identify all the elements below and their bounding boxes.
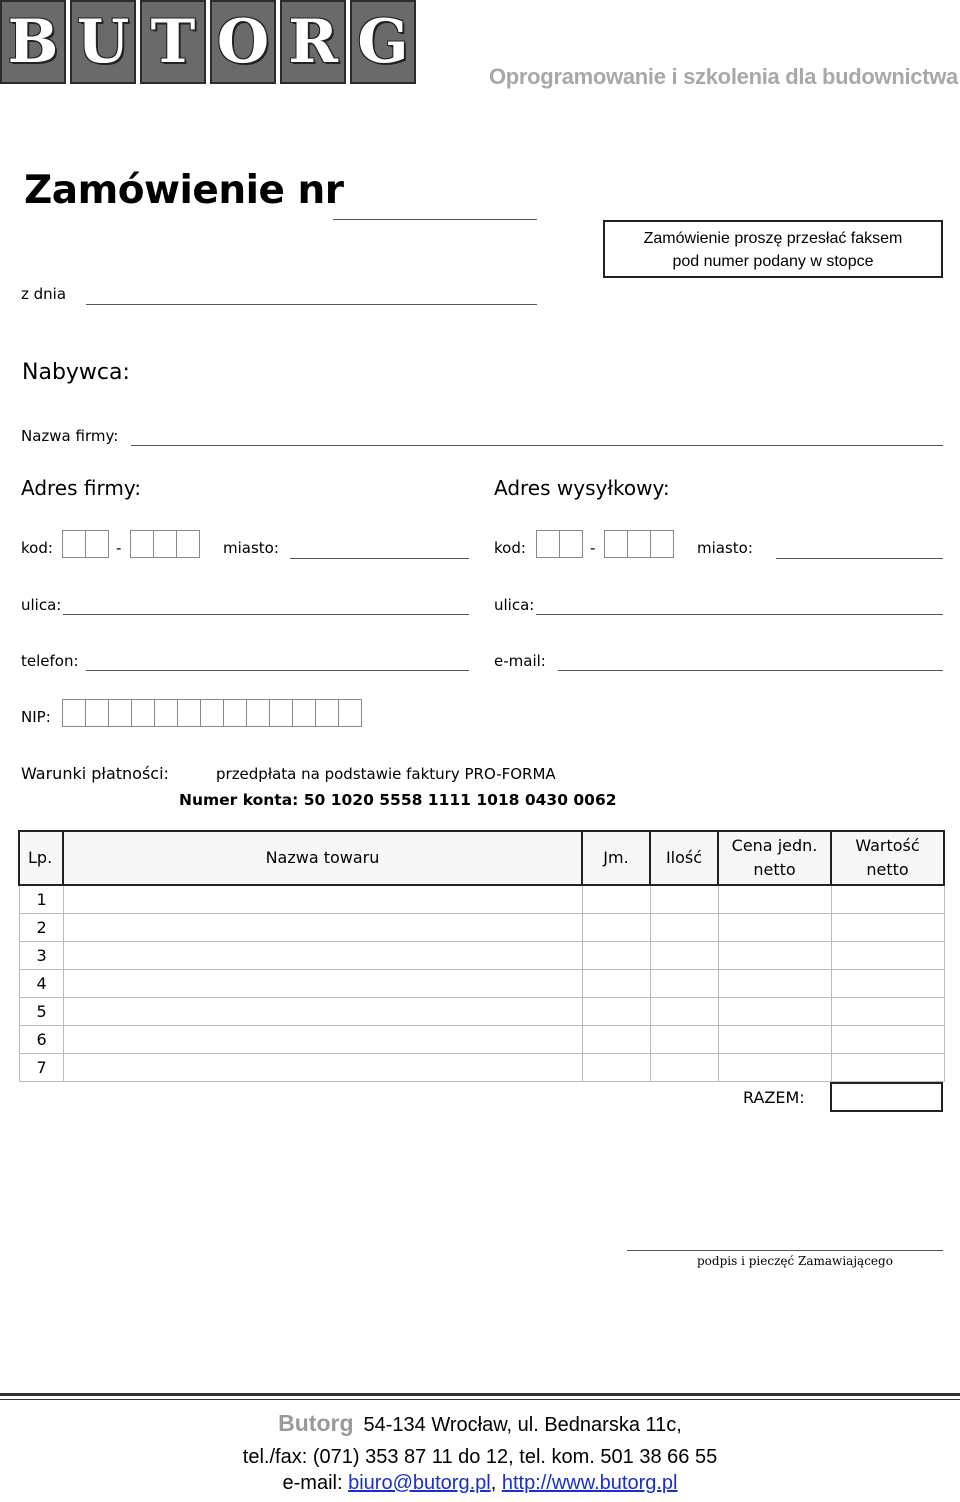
item-unit-cell[interactable] xyxy=(582,1054,650,1082)
shipping-address-heading: Adres wysyłkowy: xyxy=(494,476,670,500)
table-row xyxy=(19,1026,944,1054)
item-name-cell[interactable] xyxy=(63,970,582,998)
column-header-value: Wartość netto xyxy=(831,831,944,885)
company-city-label: miasto: xyxy=(223,539,279,557)
footer-email-link[interactable]: biuro@butorg.pl xyxy=(348,1472,491,1494)
shipping-city-field[interactable] xyxy=(776,558,943,559)
footer-separator: , xyxy=(490,1472,497,1494)
logo-tile: O xyxy=(210,0,276,84)
footer-address-line xyxy=(0,1410,960,1437)
item-qty-cell[interactable] xyxy=(650,970,718,998)
company-city-field[interactable] xyxy=(290,558,469,559)
phone-field[interactable] xyxy=(86,670,469,671)
item-name-cell[interactable] xyxy=(63,885,582,914)
item-value-cell[interactable] xyxy=(831,885,944,914)
total-value-box[interactable] xyxy=(830,1082,943,1112)
email-label: e-mail: xyxy=(494,652,546,670)
item-price-cell[interactable] xyxy=(718,998,831,1026)
item-price-cell[interactable] xyxy=(718,970,831,998)
item-qty-cell[interactable] xyxy=(650,1026,718,1054)
row-number: 2 xyxy=(19,914,63,942)
shipping-code-dash: - xyxy=(590,539,596,557)
company-name-label: Nazwa firmy: xyxy=(21,427,119,445)
row-number: 1 xyxy=(19,885,63,914)
company-street-field[interactable] xyxy=(63,614,469,615)
company-code-prefix-boxes[interactable] xyxy=(62,530,109,558)
shipping-code-label: kod: xyxy=(494,539,526,557)
item-unit-cell[interactable] xyxy=(582,998,650,1026)
footer-divider xyxy=(0,1399,960,1400)
footer-phones: tel./fax: (071) 353 87 11 do 12, tel. kom. 501 38 66 55 xyxy=(242,1446,718,1468)
item-value-cell[interactable] xyxy=(831,942,944,970)
item-value-cell[interactable] xyxy=(831,1054,944,1082)
column-header-qty: Ilość xyxy=(650,831,718,885)
item-unit-cell[interactable] xyxy=(582,970,650,998)
payment-terms-label: Warunki płatności: xyxy=(21,764,169,783)
fax-note-box xyxy=(603,220,943,278)
shipping-city-label: miasto: xyxy=(697,539,753,557)
table-row xyxy=(19,942,944,970)
item-price-cell[interactable] xyxy=(718,914,831,942)
logo-tile: G xyxy=(350,0,416,84)
payment-terms: przedpłata na podstawie faktury PRO-FORMA xyxy=(216,765,556,783)
item-qty-cell[interactable] xyxy=(650,998,718,1026)
item-qty-cell[interactable] xyxy=(650,942,718,970)
order-number-field[interactable] xyxy=(333,219,537,220)
item-value-cell[interactable] xyxy=(831,998,944,1026)
company-address-heading: Adres firmy: xyxy=(21,476,141,500)
table-row xyxy=(19,885,944,914)
row-number: 3 xyxy=(19,942,63,970)
company-street-label: ulica: xyxy=(21,596,62,614)
table-header-row xyxy=(19,831,944,885)
footer-divider xyxy=(0,1393,960,1396)
fax-note-line: pod numer podany w stopce xyxy=(672,253,874,270)
logo-tile: T xyxy=(140,0,206,84)
item-name-cell[interactable] xyxy=(63,998,582,1026)
item-name-cell[interactable] xyxy=(63,914,582,942)
item-price-cell[interactable] xyxy=(718,1054,831,1082)
logo-tile: B xyxy=(0,0,66,84)
date-field[interactable] xyxy=(86,304,537,305)
nip-label: NIP: xyxy=(21,708,51,726)
row-number: 6 xyxy=(19,1026,63,1054)
table-row xyxy=(19,1054,944,1082)
email-field[interactable] xyxy=(558,670,943,671)
table-row xyxy=(19,970,944,998)
items-table xyxy=(18,830,945,1082)
page-title: Zamówienie nr xyxy=(24,168,344,213)
shipping-code-prefix-boxes[interactable] xyxy=(536,530,583,558)
table-row xyxy=(19,998,944,1026)
logo xyxy=(0,0,416,84)
table-row xyxy=(19,914,944,942)
date-label: z dnia xyxy=(21,285,67,303)
shipping-code-suffix-boxes[interactable] xyxy=(604,530,674,558)
item-name-cell[interactable] xyxy=(63,942,582,970)
company-code-dash: - xyxy=(116,539,122,557)
row-number: 7 xyxy=(19,1054,63,1082)
column-header-unit: Jm. xyxy=(582,831,650,885)
item-unit-cell[interactable] xyxy=(582,942,650,970)
item-value-cell[interactable] xyxy=(831,1026,944,1054)
company-name-field[interactable] xyxy=(131,445,943,446)
column-header-lp: Lp. xyxy=(19,831,63,885)
company-code-label: kod: xyxy=(21,539,53,557)
item-price-cell[interactable] xyxy=(718,885,831,914)
item-qty-cell[interactable] xyxy=(650,885,718,914)
column-header-unit-price: Cena jedn. netto xyxy=(718,831,831,885)
shipping-street-label: ulica: xyxy=(494,596,535,614)
item-name-cell[interactable] xyxy=(63,1026,582,1054)
logo-tile: U xyxy=(70,0,136,84)
company-code-suffix-boxes[interactable] xyxy=(130,530,200,558)
column-header-name: Nazwa towaru xyxy=(63,831,582,885)
item-price-cell[interactable] xyxy=(718,1026,831,1054)
total-label: RAZEM: xyxy=(743,1088,805,1107)
tagline: Oprogramowanie i szkolenia dla budownictwa xyxy=(488,64,958,89)
signature-line[interactable] xyxy=(627,1250,943,1251)
fax-note-line: Zamówienie proszę przesłać faksem xyxy=(643,230,903,247)
shipping-street-field[interactable] xyxy=(536,614,943,615)
nip-boxes[interactable] xyxy=(62,699,362,727)
item-qty-cell[interactable] xyxy=(650,914,718,942)
footer-email-label: e-mail: xyxy=(282,1472,343,1494)
phone-label: telefon: xyxy=(21,652,79,670)
item-qty-cell[interactable] xyxy=(650,1054,718,1082)
item-name-cell[interactable] xyxy=(63,1054,582,1082)
item-value-cell[interactable] xyxy=(831,970,944,998)
footer-address: 54-134 Wrocław, ul. Bednarska 11c, xyxy=(363,1414,682,1436)
item-unit-cell[interactable] xyxy=(582,914,650,942)
item-price-cell[interactable] xyxy=(718,942,831,970)
signature-label: podpis i pieczęć Zamawiającego xyxy=(697,1254,893,1268)
footer-contact-line xyxy=(0,1472,960,1495)
item-unit-cell[interactable] xyxy=(582,885,650,914)
row-number: 4 xyxy=(19,970,63,998)
row-number: 5 xyxy=(19,998,63,1026)
footer-brand: Butorg xyxy=(278,1410,354,1436)
bank-account: Numer konta: 50 1020 5558 1111 1018 0430 0062 xyxy=(179,791,617,809)
buyer-heading: Nabywca: xyxy=(22,360,130,385)
item-value-cell[interactable] xyxy=(831,914,944,942)
footer-website-link[interactable]: http://www.butorg.pl xyxy=(501,1472,678,1494)
item-unit-cell[interactable] xyxy=(582,1026,650,1054)
logo-tile: R xyxy=(280,0,346,84)
